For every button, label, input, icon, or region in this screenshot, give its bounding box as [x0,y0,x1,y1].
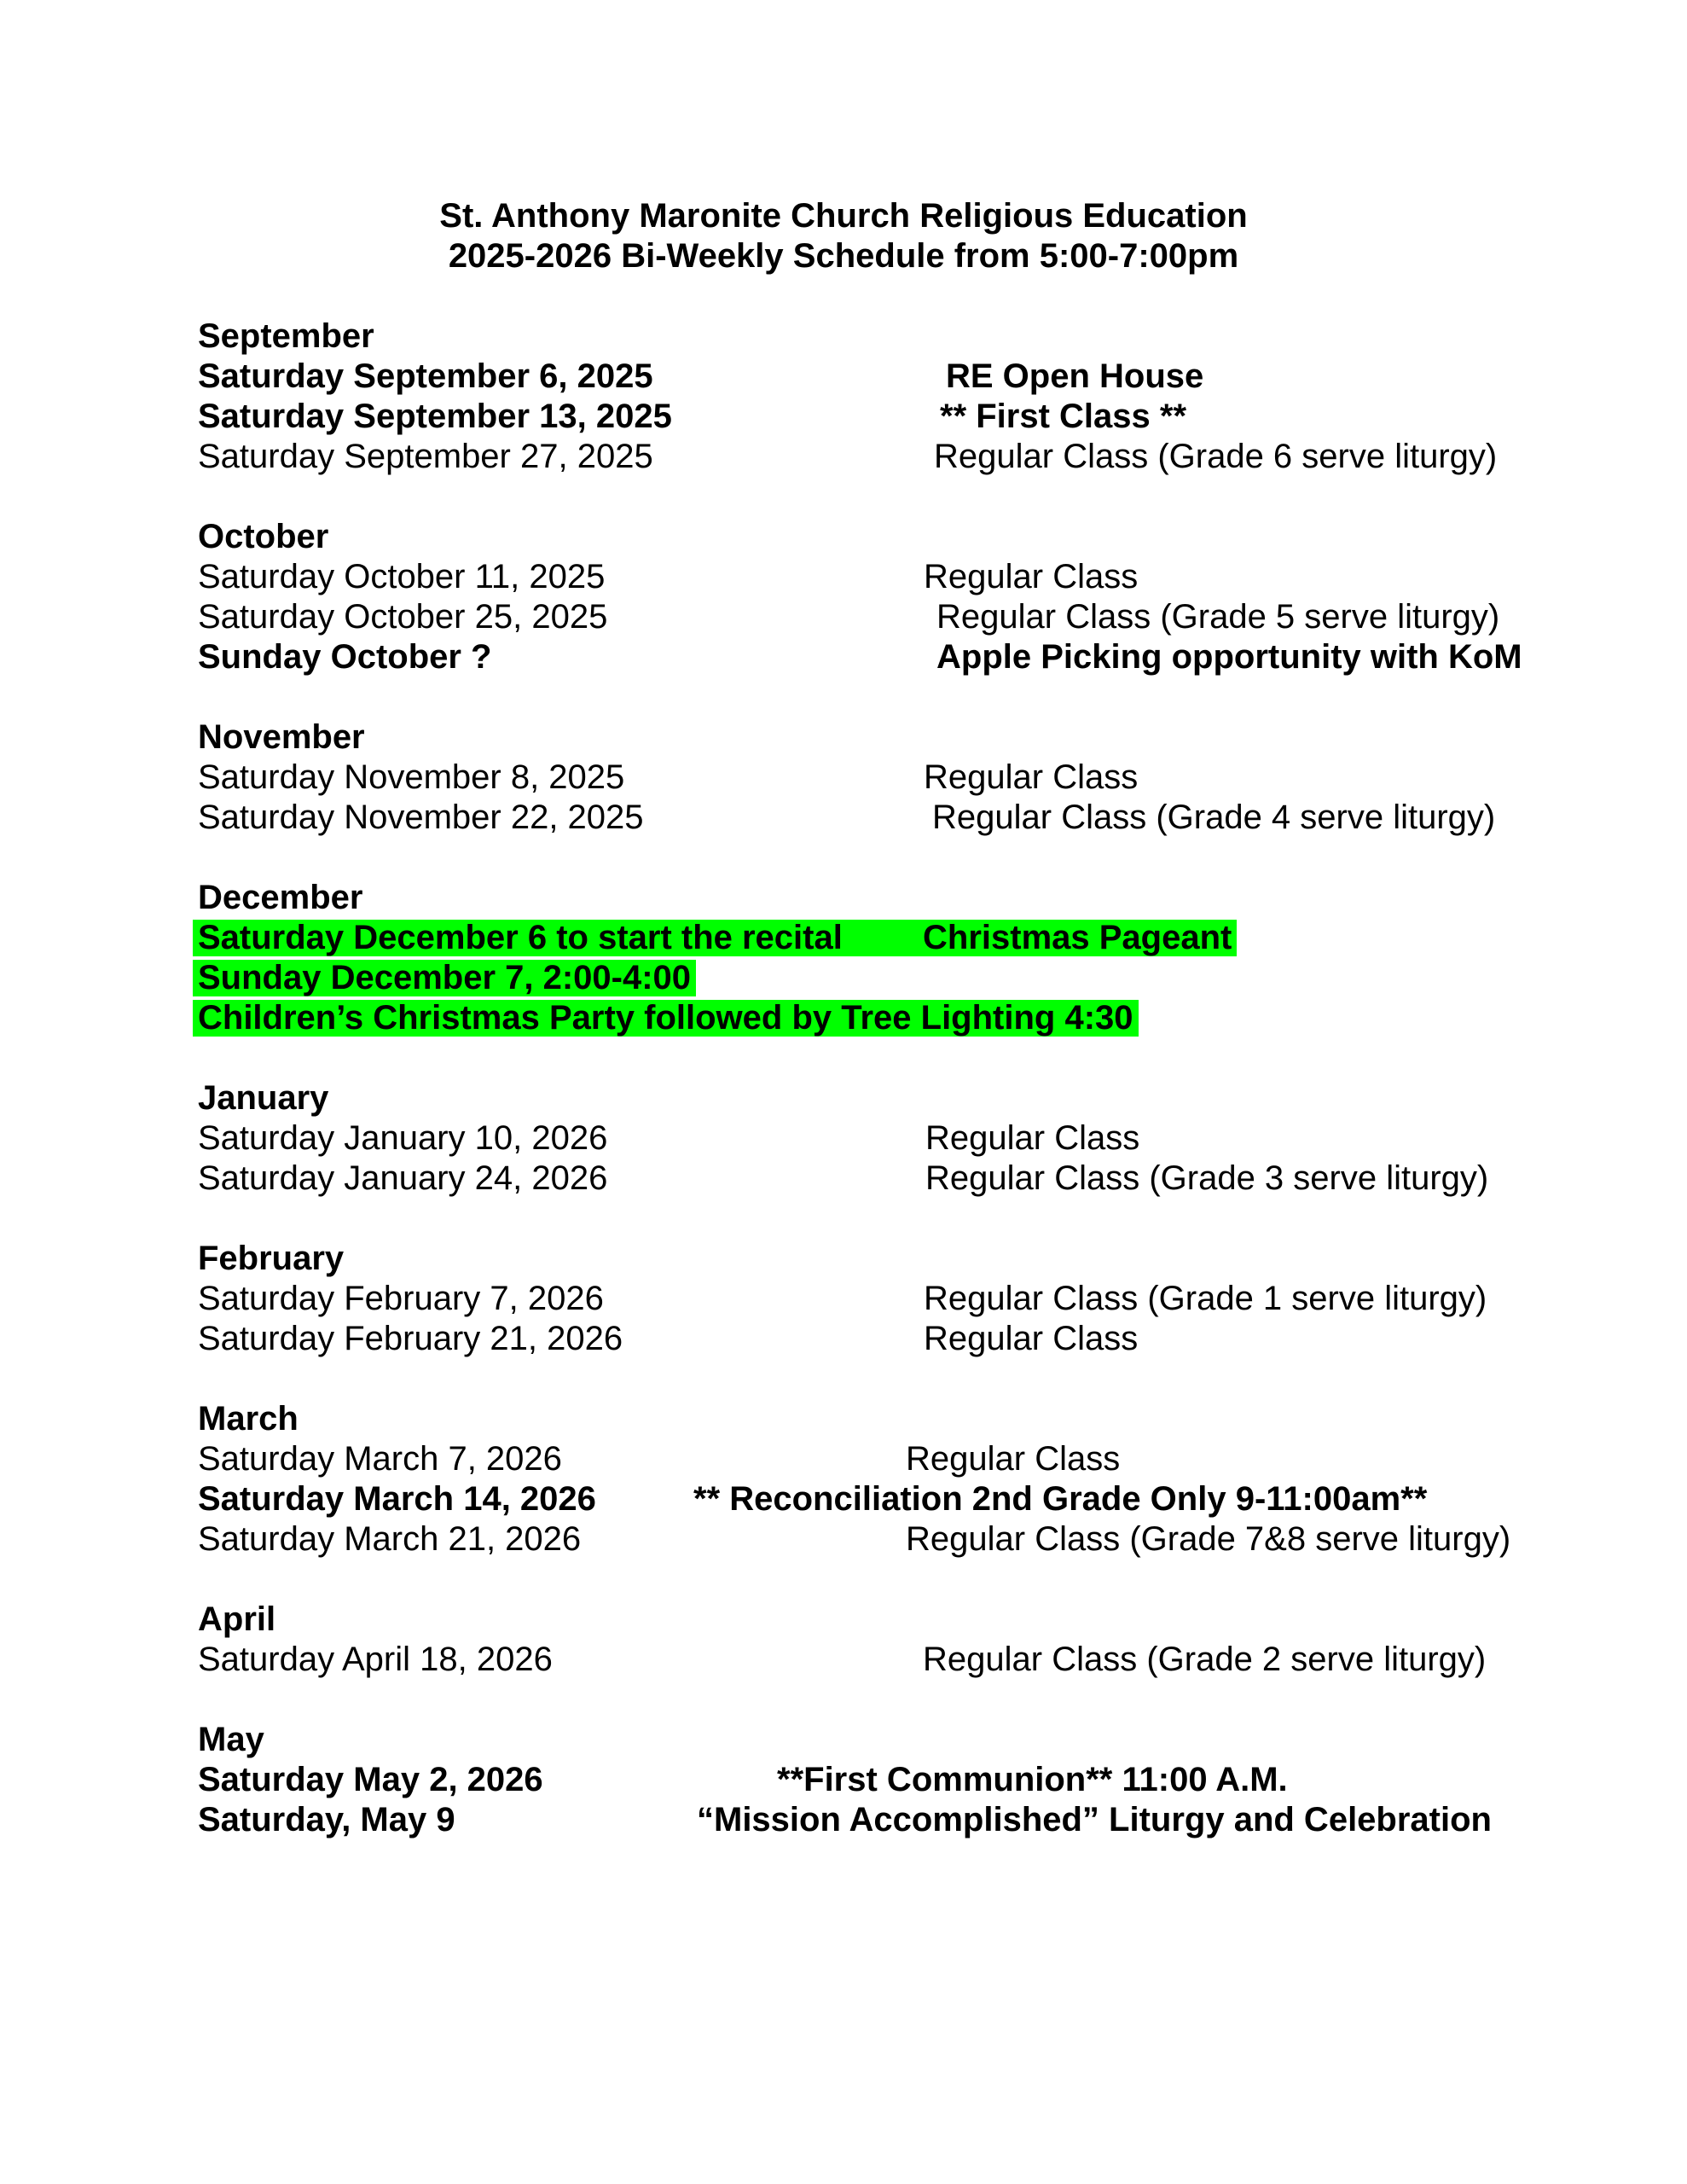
row-date: Saturday October 25, 2025 [198,598,608,636]
row-event: “Mission Accomplished” Liturgy and Celebration [697,1801,1492,1838]
row-event: Regular Class (Grade 6 serve liturgy) [934,438,1498,475]
row-date: Sunday December 7, 2:00-4:00 [193,960,696,996]
section-rows [198,918,1489,1038]
schedule-row [198,1279,1489,1319]
schedule-row [198,1319,1489,1359]
schedule-row [198,998,1489,1038]
row-event: ** Reconciliation 2nd Grade Only 9-11:00am** [693,1480,1428,1518]
month-section [198,1239,1489,1359]
month-section [198,1600,1489,1680]
row-date: Saturday April 18, 2026 [198,1641,553,1678]
month-header: October [198,518,329,555]
month-header: May [198,1721,264,1758]
month-section [198,517,1522,677]
schedule-row [198,758,1489,798]
row-date: Saturday March 7, 2026 [198,1440,562,1478]
month-section [198,717,1496,838]
month-header: September [198,317,374,355]
row-event: **First Communion** 11:00 A.M. [777,1761,1288,1798]
section-rows [198,1279,1489,1359]
row-event: Apple Picking opportunity with KoM [936,638,1522,676]
row-date: Saturday February 7, 2026 [198,1280,604,1317]
document-title-line-2: 2025-2026 Bi-Weekly Schedule from 5:00-7:00pm [448,237,1239,275]
schedule-row [198,437,1498,477]
row-date: Saturday September 13, 2025 [198,398,672,435]
section-rows [198,1118,1489,1199]
schedule-row [198,1159,1489,1199]
schedule-row [198,1760,1489,1800]
row-date: Saturday February 21, 2026 [198,1320,623,1357]
month-section [198,1078,1489,1199]
section-rows [198,1760,1492,1840]
row-date: Saturday January 10, 2026 [198,1119,608,1157]
schedule-row [198,357,1489,397]
row-event: Christmas Pageant [918,920,1237,956]
schedule-row [198,1479,1489,1519]
row-event: Regular Class [924,758,1139,796]
month-section [198,878,1489,1038]
document-content [198,196,1522,1880]
row-event: Regular Class (Grade 1 serve liturgy) [924,1280,1487,1317]
row-event: Regular Class [906,1440,1121,1478]
schedule-row [198,397,1489,437]
row-date: Saturday May 2, 2026 [198,1761,543,1798]
row-date: Saturday September 27, 2025 [198,438,653,475]
row-event: Regular Class (Grade 3 serve liturgy) [925,1159,1489,1197]
schedule-row [198,798,1496,838]
month-section [198,317,1498,477]
schedule-sections [198,317,1522,1840]
row-date: Children’s Christmas Party followed by Tree Lighting 4:30 [193,1000,1139,1037]
schedule-row [198,1800,1492,1840]
row-date: Saturday March 21, 2026 [198,1520,582,1558]
schedule-row [198,1118,1489,1159]
schedule-row [198,637,1522,677]
month-header: January [198,1079,329,1117]
row-date: Saturday November 8, 2025 [198,758,625,796]
row-date: Saturday December 6 to start the recital [193,920,848,956]
section-rows [198,557,1522,677]
row-date: Sunday October ? [198,638,492,676]
row-event: Regular Class (Grade 7&8 serve liturgy) [906,1520,1511,1558]
row-event: Regular Class [924,1320,1139,1357]
month-header: November [198,718,365,756]
schedule-row [198,557,1489,597]
row-event: Regular Class [924,558,1139,595]
month-header: December [198,879,363,916]
row-event: Regular Class (Grade 5 serve liturgy) [936,598,1500,636]
row-date: Saturday, May 9 [198,1801,455,1838]
row-event: ** First Class ** [940,398,1187,435]
schedule-row [198,1640,1489,1680]
row-event: Regular Class (Grade 4 serve liturgy) [932,799,1496,836]
document-title-line-1: St. Anthony Maronite Church Religious Education [439,197,1248,235]
row-date: Saturday March 14, 2026 [198,1480,596,1518]
month-section [198,1399,1511,1560]
schedule-row [198,597,1500,637]
row-date: Saturday November 22, 2025 [198,799,644,836]
month-header: February [198,1240,345,1277]
row-event: Regular Class [925,1119,1140,1157]
month-header: March [198,1400,299,1438]
row-date: Saturday September 6, 2025 [198,357,653,395]
row-date: Saturday October 11, 2025 [198,558,606,595]
section-rows [198,357,1498,477]
title-spacer [198,276,1489,317]
section-rows [198,758,1496,838]
schedule-row [198,1519,1511,1560]
section-rows [198,1640,1489,1680]
schedule-row [198,1439,1489,1479]
row-date: Saturday January 24, 2026 [198,1159,608,1197]
schedule-row [198,918,1489,958]
month-section [198,1720,1492,1840]
row-event: RE Open House [946,357,1204,395]
month-header: April [198,1600,276,1638]
row-event: Regular Class (Grade 2 serve liturgy) [923,1641,1487,1678]
schedule-row [198,958,1489,998]
section-rows [198,1439,1511,1560]
